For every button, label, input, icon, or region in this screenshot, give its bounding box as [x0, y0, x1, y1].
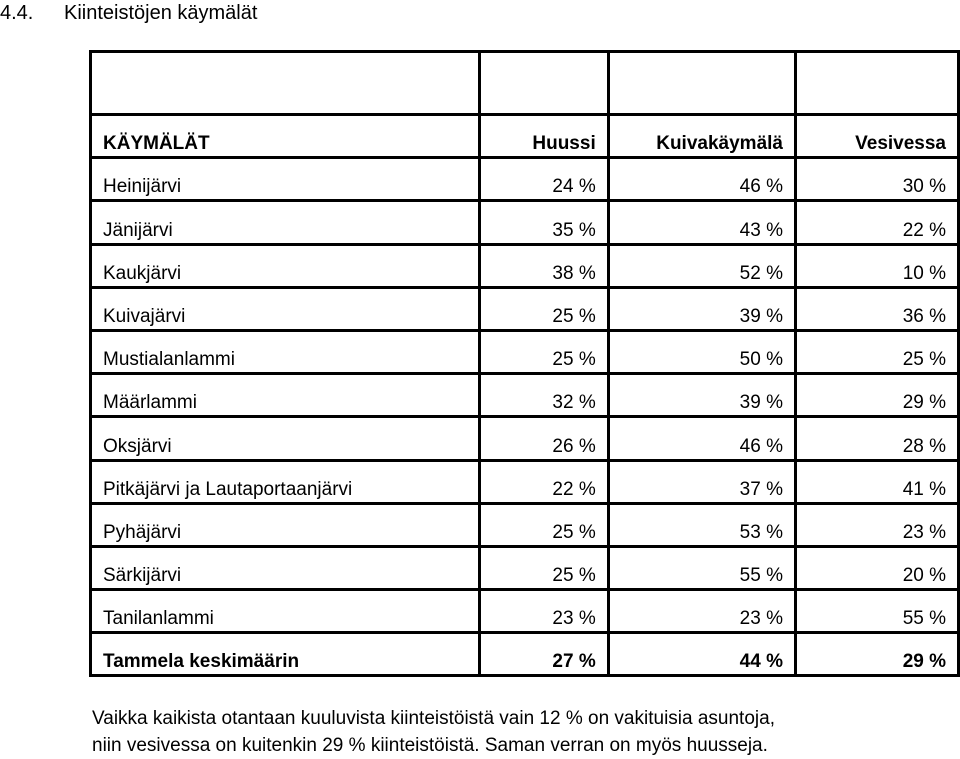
table-spacer-row [91, 52, 959, 115]
percentage-cell: 25 % [479, 503, 608, 546]
spacer-cell [91, 52, 480, 115]
table-row [91, 201, 959, 244]
percentage-cell: 27 % [479, 633, 608, 676]
column-header: Kuivakäymälä [608, 115, 795, 158]
percentage-cell: 46 % [608, 417, 795, 460]
table-row [91, 374, 959, 417]
percentage-cell: 20 % [795, 546, 958, 589]
percentage-cell: 55 % [608, 546, 795, 589]
lake-name-cell: Tammela keskimäärin [91, 633, 480, 676]
percentage-cell: 41 % [795, 460, 958, 503]
percentage-cell: 25 % [479, 287, 608, 330]
table-row [91, 287, 959, 330]
percentage-cell: 46 % [608, 158, 795, 201]
percentage-cell: 37 % [608, 460, 795, 503]
table-header-row [91, 115, 959, 158]
note-line: niin vesivessa on kuitenkin 29 % kiinteistöistä. Saman verran on myös huusseja. [92, 735, 768, 756]
percentage-cell: 50 % [608, 330, 795, 373]
table-row [91, 546, 959, 589]
percentage-cell: 23 % [479, 590, 608, 633]
table-row [91, 244, 959, 287]
percentage-cell: 23 % [608, 590, 795, 633]
lake-name-cell: Kaukjärvi [91, 244, 480, 287]
percentage-cell: 28 % [795, 417, 958, 460]
percentage-cell: 38 % [479, 244, 608, 287]
table-row [91, 417, 959, 460]
percentage-cell: 39 % [608, 287, 795, 330]
average-row [91, 633, 959, 676]
section-title: Kiinteistöjen käymälät [64, 2, 258, 24]
percentage-cell: 25 % [795, 330, 958, 373]
percentage-cell: 22 % [795, 201, 958, 244]
percentage-cell: 53 % [608, 503, 795, 546]
column-header: Vesivessa [795, 115, 958, 158]
percentage-cell: 44 % [608, 633, 795, 676]
summary-note [92, 705, 952, 759]
lake-name-cell: Tanilanlammi [91, 590, 480, 633]
percentage-cell: 36 % [795, 287, 958, 330]
percentage-cell: 55 % [795, 590, 958, 633]
spacer-cell [795, 52, 958, 115]
percentage-cell: 26 % [479, 417, 608, 460]
table-row [91, 503, 959, 546]
table-row [91, 158, 959, 201]
lake-name-cell: Mustialanlammi [91, 330, 480, 373]
lake-name-cell: Jänijärvi [91, 201, 480, 244]
column-header: Huussi [479, 115, 608, 158]
spacer-cell [608, 52, 795, 115]
note-line: Vaikka kaikista otantaan kuuluvista kiinteistöistä vain 12 % on vakituisia asuntoja, [92, 708, 775, 729]
percentage-cell: 35 % [479, 201, 608, 244]
percentage-cell: 25 % [479, 330, 608, 373]
percentage-cell: 39 % [608, 374, 795, 417]
percentage-cell: 23 % [795, 503, 958, 546]
lake-name-cell: Pitkäjärvi ja Lautaportaanjärvi [91, 460, 480, 503]
percentage-cell: 25 % [479, 546, 608, 589]
table-row [91, 330, 959, 373]
percentage-cell: 29 % [795, 633, 958, 676]
lake-name-cell: Heinijärvi [91, 158, 480, 201]
percentage-cell: 30 % [795, 158, 958, 201]
lake-name-cell: Särkijärvi [91, 546, 480, 589]
section-number: 4.4. [0, 2, 34, 24]
lake-name-cell: Kuivajärvi [91, 287, 480, 330]
section-heading [0, 0, 257, 28]
toilet-type-table [89, 50, 960, 677]
percentage-cell: 52 % [608, 244, 795, 287]
percentage-cell: 10 % [795, 244, 958, 287]
spacer-cell [479, 52, 608, 115]
percentage-cell: 22 % [479, 460, 608, 503]
table-row [91, 460, 959, 503]
percentage-cell: 43 % [608, 201, 795, 244]
percentage-cell: 32 % [479, 374, 608, 417]
lake-name-cell: Määrlammi [91, 374, 480, 417]
percentage-cell: 24 % [479, 158, 608, 201]
column-header: KÄYMÄLÄT [91, 115, 480, 158]
lake-name-cell: Oksjärvi [91, 417, 480, 460]
table-row [91, 590, 959, 633]
lake-name-cell: Pyhäjärvi [91, 503, 480, 546]
percentage-cell: 29 % [795, 374, 958, 417]
